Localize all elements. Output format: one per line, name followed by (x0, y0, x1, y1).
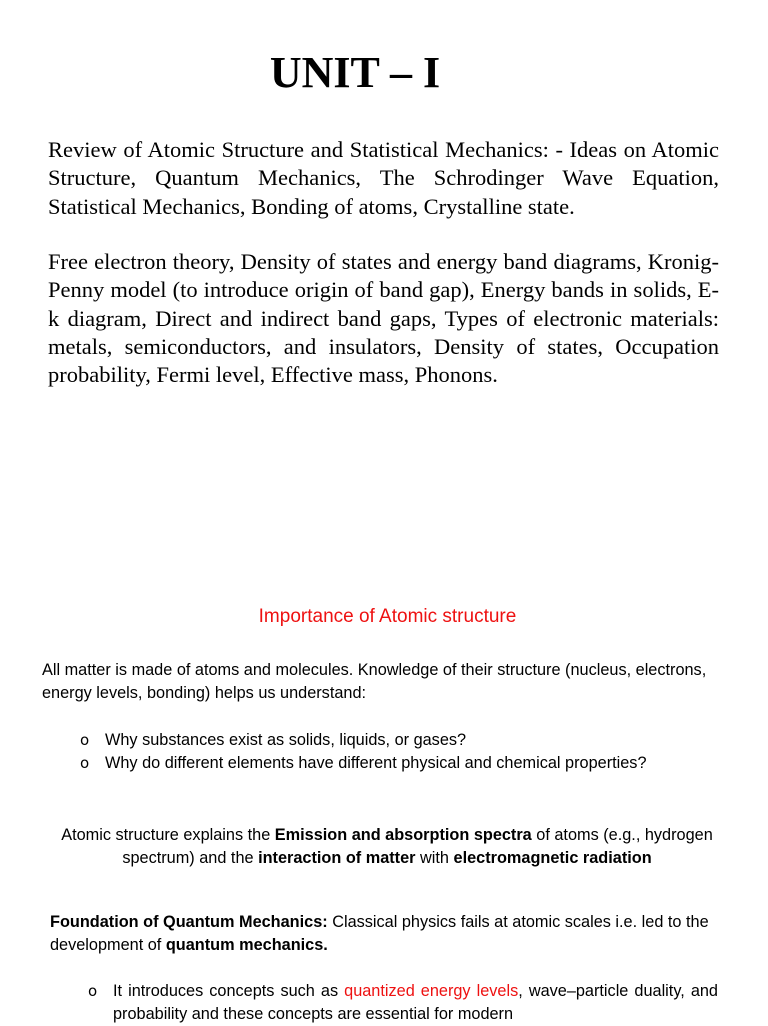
text-run: , wave–particle duality, and probability and these concepts are essential for modern (113, 982, 718, 1023)
intro-paragraph: All matter is made of atoms and molecules. Knowledge of their structure (nucleus, electrons, energy levels, bonding) helps us understand: (42, 661, 707, 702)
bold-term: electromagnetic radiation (453, 849, 652, 867)
highlighted-term: quantized energy levels (344, 982, 519, 1000)
list-item-text: Why do different elements have different physical and chemical properties? (105, 754, 647, 772)
spectra-paragraph (42, 824, 732, 870)
concept-list (88, 980, 718, 1026)
text-run: with (415, 849, 454, 867)
syllabus-paragraph-1: Review of Atomic Structure and Statistical Mechanics: - Ideas on Atomic Structure, Quantum Mechanics, The Schrodinger Wave Equation, Statistical Mechanics, Bonding of atoms, Crystalline state. (48, 137, 719, 219)
syllabus-paragraph-2: Free electron theory, Density of states and energy band diagrams, Kronig-Penny model (to introduce origin of band gap), Energy bands in solids, E-k diagram, Direct and indirect band gaps, Types of electronic materials: metals, semiconductors, and insulators, Density of states, Occupation probability, Fermi level, Effective mass, Phonons. (48, 249, 719, 388)
text-run: of atoms (e.g., hydrogen spectrum) and the (122, 826, 713, 867)
hollow-bullet-icon: o (80, 731, 90, 749)
hollow-bullet-icon: o (88, 982, 98, 1000)
text-run: It introduces concepts such as (113, 982, 345, 1000)
section-heading: Importance of Atomic structure (258, 606, 517, 627)
list-item-text: Why substances exist as solids, liquids, or gases? (105, 731, 467, 749)
list-item (88, 980, 718, 1026)
bold-term: Emission and absorption spectra (274, 826, 532, 844)
text-run: Atomic structure explains the (61, 826, 275, 844)
hollow-bullet-icon: o (80, 754, 90, 772)
bold-term: interaction of matter (258, 849, 416, 867)
question-list (80, 729, 726, 775)
text-run: Classical physics fails at atomic scales i.e. led to the development of (50, 913, 709, 954)
bold-term: Foundation of Quantum Mechanics: (50, 913, 328, 931)
list-item (80, 729, 726, 752)
bold-term: quantum mechanics. (165, 936, 328, 954)
quantum-foundation-paragraph (50, 911, 730, 957)
unit-title: UNIT – I (269, 48, 441, 97)
list-item (80, 752, 726, 775)
